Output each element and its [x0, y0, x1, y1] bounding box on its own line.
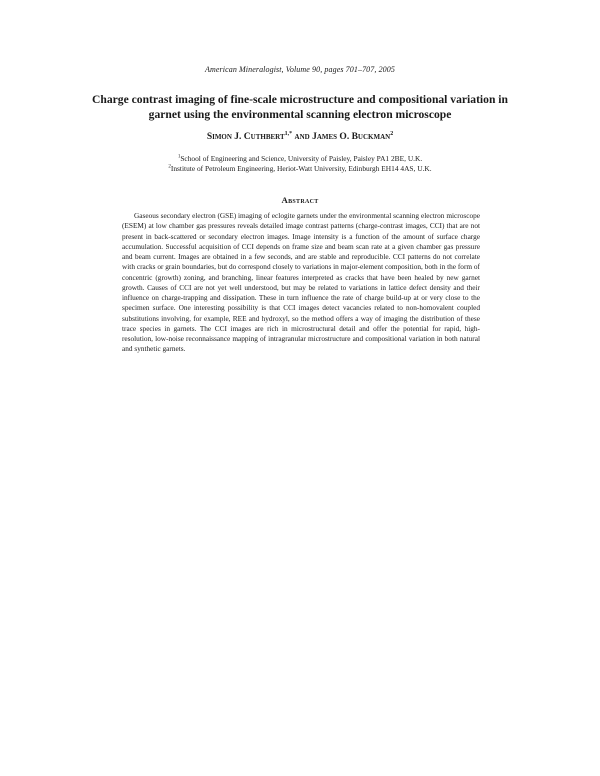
affiliation — [0, 164, 600, 173]
author-name: James O. Buckman — [312, 132, 391, 143]
affiliation-marker: 1 — [177, 154, 181, 160]
author-conjunction: and — [292, 132, 313, 143]
author-name: Simon J. Cuthbert — [206, 132, 285, 143]
author-affiliation-marker: 2 — [390, 131, 394, 137]
affiliation-marker: 2 — [168, 164, 171, 170]
affiliation — [0, 154, 600, 163]
author-line — [0, 131, 600, 142]
abstract-body — [122, 211, 480, 355]
abstract-heading: Abstract — [281, 195, 319, 205]
affiliation-text: Institute of Petroleum Engineering, Heriot-Watt University, Edinburgh EH14 4AS, U.K. — [170, 164, 432, 173]
journal-citation: American Mineralogist, Volume 90, pages 701–707, 2005 — [205, 65, 395, 74]
affiliation-text: School of Engineering and Science, University of Paisley, Paisley PA1 2BE, U.K. — [180, 154, 423, 163]
paper-title: Charge contrast imaging of fine-scale microstructure and compositional variation in garnet using the environmental scanning electron microscope — [92, 93, 508, 121]
author-affiliation-marker: 1,* — [284, 131, 293, 137]
abstract-paragraph: Gaseous secondary electron (GSE) imaging of eclogite garnets under the environmental scanning electron microscope (ESEM) at low chamber gas pressures reveals detailed image contrast patterns (charge-contrast images, CCI) that are not present in back-scattered or secondary electron images. Image intensity is a function of the amount of surface charge accumulation. Successful acquisition of CCI depends on frame size and beam scan rate at a given chamber gas pressure and beam current. Images are obtained in a few seconds, and are stable and reproducible. CCI patterns do not correlate with cracks or grain boundaries, but do correspond closely to variations in major-element composition, both in the form of concentric (growth) zoning, and branching, linear features interpreted as cracks that have been healed by new garnet growth. Causes of CCI are not yet well understood, but may be related to variations in lattice defect density and their influence on charge-trapping and dissipation. These in turn influence the rate of charge build-up at or very close to the specimen surface. One interesting possibility is that CCI images detect vacancies related to non-homovalent coupled substitutions involving, for example, REE and hydroxyl, so the method offers a way of imaging the distribution of these trace species in garnets. The CCI images are rich in microstructural detail and offer the potential for rapid, high-resolution, low-noise reconnaissance mapping of intragranular microstructure and compositional variation in both natural and synthetic garnets. — [122, 211, 480, 354]
